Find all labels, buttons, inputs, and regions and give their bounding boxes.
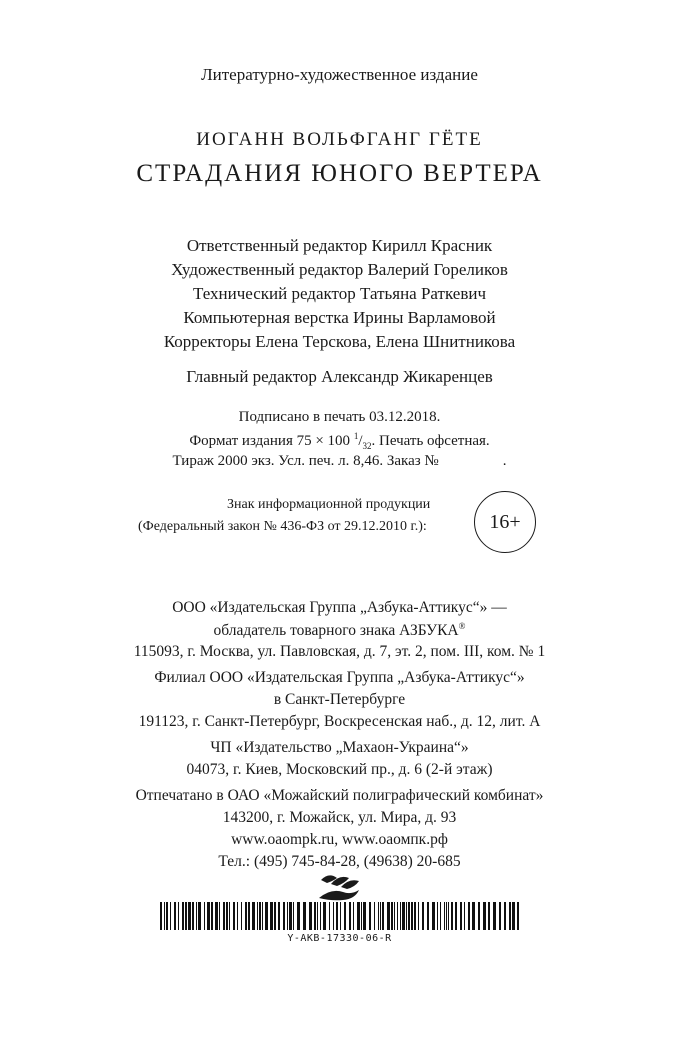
publisher-trademark — [0, 622, 679, 639]
printer-phones: Тел.: (495) 745-84-28, (49638) 20-685 — [218, 853, 461, 870]
barcode-bar — [329, 902, 330, 930]
barcode-caption: Y-AKB-17330-06-R — [287, 933, 392, 944]
rating-label: Знак информационной продукции — [227, 497, 431, 512]
barcode-bar — [309, 902, 312, 930]
barcode-bar — [361, 902, 362, 930]
format-denominator: 32 — [362, 441, 372, 451]
book-title: СТРАДАНИЯ ЮНОГО ВЕРТЕРА — [136, 160, 543, 187]
registered-mark: ® — [458, 621, 466, 631]
print-run-text: Тираж 2000 экз. Усл. печ. л. 8,46. Заказ № — [172, 453, 439, 469]
barcode-bar — [472, 902, 475, 930]
barcode-bar — [320, 902, 321, 930]
author-name: ИОГАНН ВОЛЬФГАНГ ГЁТЕ — [196, 129, 483, 150]
barcode-bar — [265, 902, 268, 930]
age-rating-badge: 16+ — [474, 491, 536, 553]
ukraine-address: 04073, г. Киев, Московский пр., д. 6 (2-й этаж) — [186, 761, 493, 778]
barcode-bar — [219, 902, 220, 930]
barcode-bar — [303, 902, 306, 930]
barcode-bar — [499, 902, 501, 930]
barcode-bar — [226, 902, 228, 930]
barcode-bar — [241, 902, 242, 930]
barcode-bar — [374, 902, 375, 930]
credit-proofreaders: Корректоры Елена Терскова, Елена Шнитникова — [163, 332, 516, 351]
format-slash: / — [358, 433, 363, 449]
ukraine-publisher: ЧП «Издательство „Махаон-Украина“» — [210, 739, 469, 756]
credit-chief-editor: Главный редактор Александр Жикаренцев — [186, 367, 493, 386]
branch-name: Филиал ООО «Издательская Группа „Азбука-Аттикус“» — [154, 669, 525, 686]
barcode-bar — [293, 902, 294, 930]
barcode-bar — [340, 902, 341, 930]
format-numerator: 1 — [353, 431, 359, 441]
barcode-bar — [192, 902, 194, 930]
barcode-bar — [229, 902, 230, 930]
barcode-bar — [446, 902, 447, 930]
printer-logo-icon — [317, 868, 361, 902]
barcode-bar — [504, 902, 506, 930]
barcode-bar — [196, 902, 197, 930]
barcode-bar — [391, 902, 393, 930]
publisher-address: 115093, г. Москва, ул. Павловская, д. 7, эт. 2, пом. III, ком. № 1 — [133, 643, 546, 660]
barcode-bar — [402, 902, 405, 930]
barcode-bar — [270, 902, 273, 930]
barcode-bar — [349, 902, 351, 930]
barcode-bar — [185, 902, 187, 930]
credit-art-editor: Художественный редактор Валерий Гореликов — [171, 260, 508, 279]
barcode-bar — [512, 902, 515, 930]
barcode-bar — [357, 902, 360, 930]
barcode-bar — [252, 902, 255, 930]
barcode-bar — [451, 902, 453, 930]
barcode-bar — [363, 902, 366, 930]
barcode-bar — [427, 902, 429, 930]
barcode-bar — [257, 902, 258, 930]
barcode-bar — [468, 902, 470, 930]
printer-address: 143200, г. Можайск, ул. Мира, д. 93 — [222, 809, 457, 826]
barcode-bar — [164, 902, 165, 930]
barcode-bar — [408, 902, 410, 930]
print-format — [0, 432, 679, 451]
barcode-bar — [369, 902, 371, 930]
barcode-bar — [464, 902, 465, 930]
barcode-bar — [460, 902, 462, 930]
barcode-bar — [178, 902, 179, 930]
barcode-bar — [397, 902, 398, 930]
barcode-bar — [182, 902, 184, 930]
print-run — [0, 454, 679, 469]
credit-technical-editor: Технический редактор Татьяна Раткевич — [192, 284, 487, 303]
barcode-bar — [188, 902, 191, 930]
barcode-bar — [387, 902, 390, 930]
barcode-bar — [488, 902, 490, 930]
barcode-bar — [204, 902, 205, 930]
printer-websites: www.oaompk.ru, www.оаомпк.рф — [231, 831, 448, 848]
barcode-bar — [215, 902, 218, 930]
barcode-bar — [245, 902, 247, 930]
trademark-text: обладатель товарного знака АЗБУКА — [213, 622, 459, 640]
barcode-bar — [411, 902, 413, 930]
barcode-bar — [344, 902, 346, 930]
print-signed-date: Подписано в печать 03.12.2018. — [238, 409, 441, 425]
barcode-bar — [297, 902, 300, 930]
publisher-name: ООО «Издательская Группа „Азбука-Аттикус“» — — [172, 599, 507, 616]
barcode-bar — [422, 902, 424, 930]
barcode-bar — [382, 902, 384, 930]
rating-law-reference: (Федеральный закон № 436-ФЗ от 29.12.2010 г.): — [138, 519, 427, 534]
barcode-bar — [400, 902, 401, 930]
barcode-bar — [483, 902, 486, 930]
barcode-bar — [198, 902, 201, 930]
barcode-bar — [237, 902, 238, 930]
barcode-bar — [517, 902, 519, 930]
printer-name: Отпечатано в ОАО «Можайский полиграфический комбинат» — [135, 787, 544, 804]
barcode-bar — [448, 902, 449, 930]
branch-city: в Санкт-Петербурге — [273, 691, 406, 708]
barcode-bar — [262, 902, 263, 930]
barcode-bar — [317, 902, 318, 930]
edition-type: Литературно-художественное издание — [201, 65, 478, 84]
barcode-icon — [160, 902, 522, 930]
barcode-bar — [437, 902, 438, 930]
barcode-bar — [444, 902, 445, 930]
barcode-bar — [432, 902, 435, 930]
barcode-bar — [314, 902, 316, 930]
barcode-bar — [414, 902, 416, 930]
barcode-bar — [207, 902, 210, 930]
barcode-bar — [440, 902, 441, 930]
barcode-bar — [248, 902, 250, 930]
barcode-bar — [493, 902, 496, 930]
barcode-bar — [259, 902, 261, 930]
format-prefix: Формат издания 75 × 100 — [189, 433, 351, 449]
print-run-end: . — [502, 453, 507, 469]
barcode-bar — [223, 902, 225, 930]
barcode-bar — [211, 902, 213, 930]
barcode-bar — [455, 902, 457, 930]
barcode-bar — [418, 902, 419, 930]
barcode-bar — [353, 902, 354, 930]
barcode-bar — [170, 902, 171, 930]
barcode-bar — [509, 902, 511, 930]
barcode-bar — [287, 902, 288, 930]
barcode-bar — [174, 902, 176, 930]
barcode-bar — [160, 902, 162, 930]
barcode-bar — [406, 902, 407, 930]
barcode-bar — [166, 902, 168, 930]
barcode-bar — [323, 902, 326, 930]
credit-layout: Компьютерная верстка Ирины Варламовой — [183, 308, 496, 327]
barcode-bar — [336, 902, 338, 930]
barcode-bar — [289, 902, 292, 930]
barcode-bar — [378, 902, 379, 930]
barcode-bar — [283, 902, 285, 930]
barcode-bar — [274, 902, 276, 930]
barcode-bar — [233, 902, 235, 930]
branch-address: 191123, г. Санкт-Петербург, Воскресенская наб., д. 12, лит. А — [138, 713, 541, 730]
barcode-bar — [394, 902, 395, 930]
barcode-bar — [278, 902, 280, 930]
barcode-bar — [380, 902, 381, 930]
format-suffix: . Печать офсетная. — [371, 433, 490, 449]
credit-responsible-editor: Ответственный редактор Кирилл Красник — [186, 236, 493, 255]
barcode-bar — [333, 902, 334, 930]
barcode-bar — [478, 902, 480, 930]
